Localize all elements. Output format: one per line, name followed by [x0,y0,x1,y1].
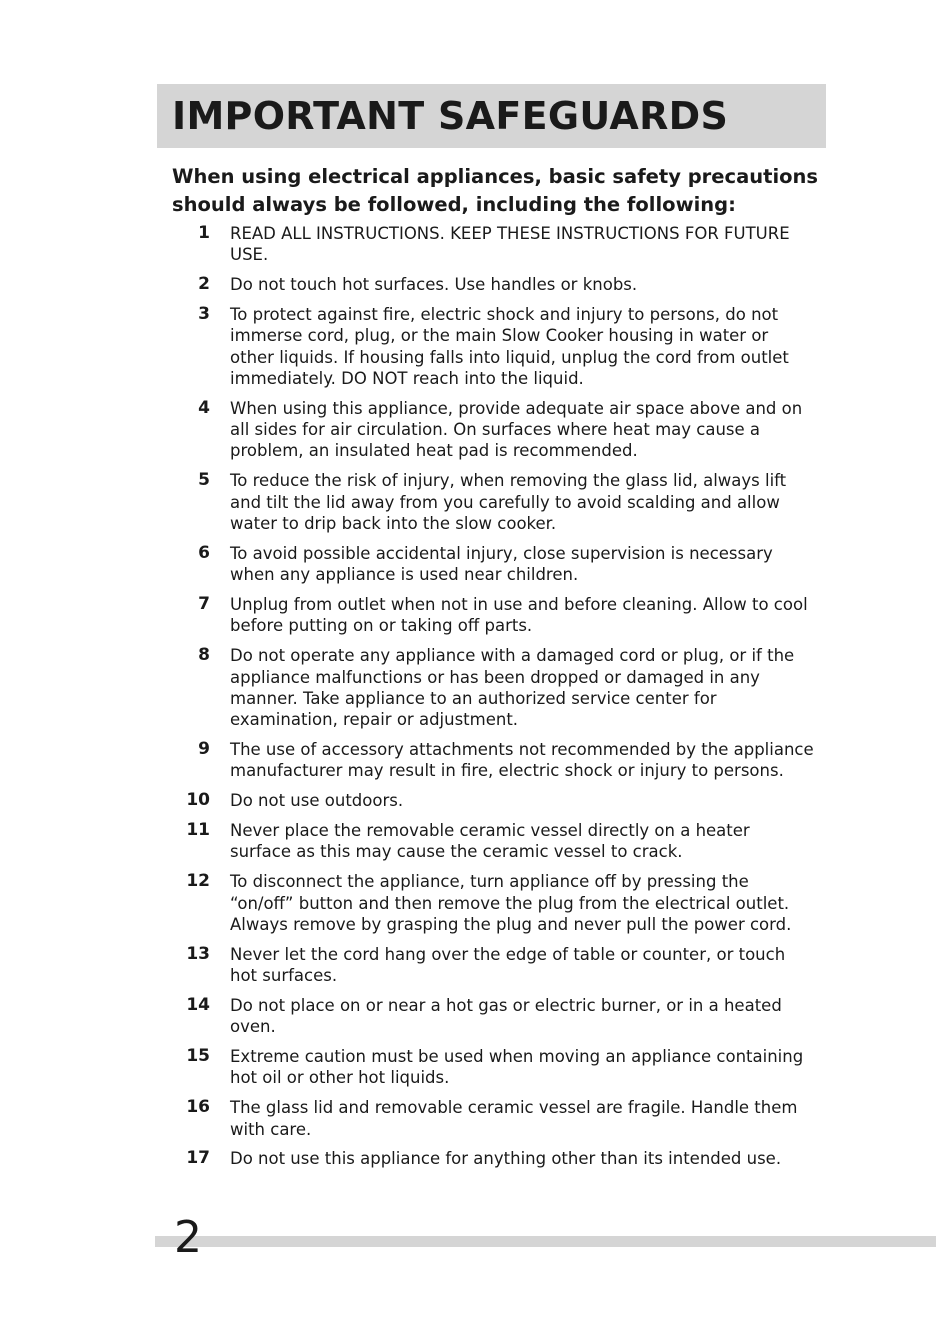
item-text: Do not use outdoors. [230,791,404,811]
item-number: 5 [198,470,210,491]
list-item [0,645,936,730]
item-text: Never let the cord hang over the edge of table or counter, or touch hot surfaces. [230,944,786,986]
item-number: 3 [198,304,210,325]
item-text: READ ALL INSTRUCTIONS. KEEP THESE INSTRUCTIONS FOR FUTURE USE. [230,224,790,265]
item-text: To protect against fire, electric shock and injury to persons, do not immerse cord, plug, or the main Slow Cooker housing in water or other liquids. If housing falls into liquid, unplug the cord from outlet immediately. DO NOT reach into the liquid. [230,305,789,388]
item-text: Extreme caution must be used when moving an appliance containing hot oil or other hot liquids. [230,1047,804,1088]
list-item [0,1148,936,1169]
list-item [0,223,936,266]
item-number: 12 [186,871,210,892]
footer-bar [155,1236,936,1247]
list-item [0,543,936,586]
item-number: 6 [198,542,210,563]
item-number: 7 [198,594,210,615]
safeguards-list [0,223,936,1178]
item-number: 11 [186,820,210,841]
item-number: 17 [186,1148,210,1169]
list-item [0,871,936,935]
item-number: 13 [186,943,210,964]
item-number: 14 [186,994,210,1015]
page-number: 2 [174,1212,202,1263]
item-text: Do not place on or near a hot gas or electric burner, or in a heated oven. [230,995,782,1037]
list-item [0,594,936,637]
page-title: IMPORTANT SAFEGUARDS [172,94,729,138]
list-item [0,304,936,389]
list-item [0,470,936,534]
item-text: Do not use this appliance for anything other than its intended use. [230,1149,782,1169]
item-number: 10 [186,790,210,811]
list-item [0,274,936,295]
item-text: Unplug from outlet when not in use and before cleaning. Allow to cool before putting on or taking off parts. [230,595,808,636]
item-number: 9 [198,738,210,759]
item-text: To reduce the risk of injury, when removing the glass lid, always lift and tilt the lid away from you carefully to avoid scalding and allow water to drip back into the slow cooker. [230,471,787,533]
item-text: To avoid possible accidental injury, close supervision is necessary when any appliance is used near children. [230,543,773,585]
item-number: 15 [186,1046,210,1067]
item-number: 1 [198,223,210,243]
item-text: Do not operate any appliance with a damaged cord or plug, or if the appliance malfunctions or has been dropped or damaged in any manner. Take appliance to an authorized service center for examination, repair or adjustment. [230,646,795,730]
intro-text: When using electrical appliances, basic safety precautions should always be followed, including the following: [172,165,819,216]
list-item [0,739,936,782]
item-number: 16 [186,1097,210,1118]
item-number: 8 [198,645,210,666]
item-number: 2 [198,274,210,295]
item-text: Never place the removable ceramic vessel directly on a heater surface as this may cause the ceramic vessel to crack. [230,821,750,862]
list-item [0,398,936,462]
list-item [0,1097,936,1140]
list-item [0,1046,936,1089]
item-text: When using this appliance, provide adequate air space above and on all sides for air circulation. On surfaces where heat may cause a problem, an insulated heat pad is recommended. [230,398,803,461]
list-item [0,995,936,1038]
item-text: Do not touch hot surfaces. Use handles or knobs. [230,275,638,295]
list-item [0,820,936,863]
list-item [0,790,936,811]
item-text: To disconnect the appliance, turn appliance off by pressing the “on/off” button and then remove the plug from the electrical outlet. Always remove by grasping the plug and never pull the power cord. [230,872,792,934]
item-text: The glass lid and removable ceramic vessel are fragile. Handle them with care. [230,1098,798,1139]
item-text: The use of accessory attachments not recommended by the appliance manufacturer may result in fire, electric shock or injury to persons. [230,739,814,781]
list-item [0,944,936,987]
item-number: 4 [198,397,210,418]
